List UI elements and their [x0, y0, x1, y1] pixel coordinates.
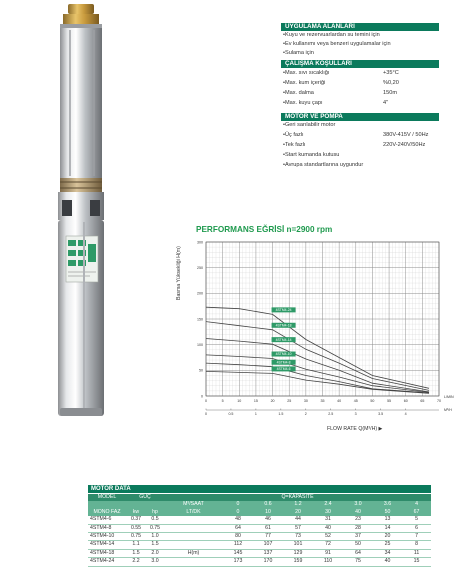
col-hp: hp: [146, 509, 164, 516]
lmin-label: LT/DK: [164, 509, 223, 516]
m3h-value: 0.6: [253, 501, 283, 508]
head-value-cell: 7: [402, 533, 431, 541]
lmin-value: 10: [253, 509, 283, 516]
table-row: [88, 558, 431, 566]
head-value-cell: 34: [373, 549, 402, 557]
x-tick-label: 30: [303, 399, 308, 403]
head-value-cell: 61: [253, 524, 283, 532]
x-tick-label: 15: [253, 399, 258, 403]
x-unit-top: L/MIN: [444, 395, 454, 399]
hp-cell: 2.0: [146, 549, 164, 557]
series-label: 4STM4-10: [275, 352, 292, 357]
y-tick-label: 150: [197, 317, 203, 322]
kw-cell: 0.75: [126, 533, 146, 541]
head-label-cell: H(m): [164, 549, 223, 557]
head-value-cell: 112: [223, 541, 253, 549]
motor-pump-item: •Üç fazlı: [283, 132, 304, 138]
motor-pump-item: •Geri sarılabilir motor: [283, 122, 336, 128]
series-label: 4STM4-8: [276, 360, 291, 365]
lmin-value: 67: [402, 509, 431, 516]
hp-cell: 0.5: [146, 516, 164, 524]
head-value-cell: 159: [283, 558, 313, 566]
series-label: 4STM4-14: [275, 337, 292, 342]
operating-item: •Max. dalma: [283, 90, 314, 96]
operating-item: •Max. kuyu çapı: [283, 100, 323, 106]
head-value-cell: 77: [253, 533, 283, 541]
head-value-cell: 80: [223, 533, 253, 541]
kw-cell: 0.55: [126, 524, 146, 532]
head-value-cell: 37: [343, 533, 373, 541]
head-value-cell: 72: [313, 541, 343, 549]
x-tick-label: 40: [337, 399, 342, 403]
m3h-tick-label: 3: [354, 412, 357, 416]
x-tick-label: 0: [205, 399, 207, 403]
col-kw: kw: [126, 509, 146, 516]
head-value-cell: 6: [402, 524, 431, 532]
motor-pump-value: 220V-240V/50Hz: [383, 142, 426, 148]
operating-item: •Max. sıvı sıcaklığı: [283, 70, 330, 76]
m3h-tick-label: 2: [304, 412, 307, 416]
head-value-cell: 20: [373, 533, 402, 541]
head-value-cell: 173: [223, 558, 253, 566]
head-value-cell: 75: [343, 558, 373, 566]
kw-cell: 1.5: [126, 549, 146, 557]
m3h-tick-label: 2.5: [328, 412, 334, 416]
head-value-cell: 137: [253, 549, 283, 557]
head-value-cell: 25: [373, 541, 402, 549]
head-value-cell: 91: [313, 549, 343, 557]
model-cell: 4STM4-24: [88, 558, 126, 566]
head-value-cell: 46: [253, 516, 283, 524]
head-value-cell: 64: [223, 524, 253, 532]
head-value-cell: 5: [402, 516, 431, 524]
m3h-tick-label: 1.5: [278, 412, 284, 416]
lmin-value: 50: [373, 509, 402, 516]
table-row: [88, 516, 431, 524]
hp-cell: 0.75: [146, 524, 164, 532]
motor-pump-item: •Avrupa standartlarına uygundur: [283, 162, 364, 168]
m3h-tick-label: 4: [404, 412, 407, 416]
head-value-cell: 129: [283, 549, 313, 557]
table-row: [88, 541, 431, 549]
y-tick-label: 300: [197, 240, 203, 245]
head-value-cell: 44: [283, 516, 313, 524]
applications-header: UYGULAMA ALANLARI: [281, 23, 439, 31]
operating-item: •Max. kum içeriği: [283, 80, 326, 86]
lmin-value: 30: [313, 509, 343, 516]
x-tick-label: 55: [387, 399, 392, 403]
head-label-cell: [164, 558, 223, 566]
y-tick-label: 200: [197, 291, 203, 296]
col-model: MODEL: [88, 494, 126, 501]
applications-item: •Sulama için: [283, 50, 314, 56]
operating-value: 4": [383, 100, 389, 106]
performance-chart: [175, 236, 465, 436]
m3h-tick-label: 1: [254, 412, 257, 416]
motor-pump-header: MOTOR VE POMPA: [281, 113, 439, 121]
x-unit-bottom: M³/H: [444, 408, 452, 412]
x-tick-label: 5: [221, 399, 224, 403]
head-value-cell: 107: [253, 541, 283, 549]
col-power: GÜÇ: [126, 494, 164, 501]
head-value-cell: 23: [343, 516, 373, 524]
head-label-cell: [164, 533, 223, 541]
m3h-value: 2.4: [313, 501, 343, 508]
head-value-cell: 31: [313, 516, 343, 524]
kw-cell: 0.37: [126, 516, 146, 524]
head-value-cell: 15: [402, 558, 431, 566]
x-tick-label: 65: [420, 399, 425, 403]
x-tick-label: 35: [320, 399, 325, 403]
head-value-cell: 11: [402, 549, 431, 557]
head-value-cell: 64: [343, 549, 373, 557]
head-value-cell: 40: [373, 558, 402, 566]
kw-cell: 1.1: [126, 541, 146, 549]
m3h-tick-label: 3.5: [378, 412, 384, 416]
operating-value: 150m: [383, 90, 397, 96]
motor-pump-item: •Tek fazlı: [283, 142, 306, 148]
model-cell: 4STM4-8: [88, 524, 126, 532]
m3h-tick-label: 0.5: [228, 412, 234, 416]
head-value-cell: 52: [313, 533, 343, 541]
table-row: [88, 524, 431, 532]
col-capacity: Q=KAPASİTE: [164, 494, 431, 501]
operating-value: +35°C: [383, 70, 399, 76]
head-value-cell: 101: [283, 541, 313, 549]
head-value-cell: 28: [343, 524, 373, 532]
model-cell: 4STM4-6: [88, 516, 126, 524]
series-label: 4STM4-6: [276, 367, 291, 372]
col-mono: MONO FAZ: [88, 509, 126, 516]
y-tick-label: 50: [199, 368, 203, 373]
operating-header: ÇALIŞMA KOŞULLARI: [281, 60, 439, 68]
head-value-cell: 50: [343, 541, 373, 549]
hp-cell: 1.0: [146, 533, 164, 541]
x-axis-label: FLOW RATE Q(M³/H) ▶: [327, 426, 383, 432]
head-value-cell: 40: [313, 524, 343, 532]
model-cell: 4STM4-14: [88, 541, 126, 549]
head-label-cell: [164, 516, 223, 524]
operating-value: %0,20: [383, 80, 399, 86]
model-cell: 4STM4-10: [88, 533, 126, 541]
x-tick-label: 50: [370, 399, 375, 403]
head-value-cell: 145: [223, 549, 253, 557]
series-label: 4STM4-24: [275, 307, 292, 312]
hp-cell: 3.0: [146, 558, 164, 566]
applications-item: •Ev kullanımı veya benzeri uygulamalar için: [283, 41, 391, 47]
lmin-value: 20: [283, 509, 313, 516]
performance-title: PERFORMANS EĞRİSİ n=2900 rpm: [196, 225, 333, 234]
head-value-cell: 48: [223, 516, 253, 524]
head-value-cell: 13: [373, 516, 402, 524]
m3h-value: 0: [223, 501, 253, 508]
m3h-tick-label: 0: [205, 412, 207, 416]
x-tick-label: 45: [353, 399, 358, 403]
x-tick-label: 60: [403, 399, 408, 403]
lmin-value: 0: [223, 509, 253, 516]
head-label-cell: [164, 541, 223, 549]
motor-pump-item: •Start kumanda kutusu: [283, 152, 340, 158]
m3h-value: 1.2: [283, 501, 313, 508]
head-value-cell: 14: [373, 524, 402, 532]
y-axis-label: Basma Yüksekliği H(m): [176, 246, 182, 300]
hp-cell: 1.5: [146, 541, 164, 549]
x-tick-label: 25: [287, 399, 292, 403]
pump-image: [50, 4, 112, 418]
m3h-value: 4: [402, 501, 431, 508]
applications-item: •Kuyu ve rezervuarlardan su temini için: [283, 32, 380, 38]
m3h-value: 3.0: [343, 501, 373, 508]
x-tick-label: 20: [270, 399, 275, 403]
motor-pump-value: 380V-415V / 50Hz: [383, 132, 429, 138]
head-value-cell: 73: [283, 533, 313, 541]
arrow-right-icon: ▶: [378, 426, 383, 432]
kw-cell: 2.2: [126, 558, 146, 566]
motor-data-table: [88, 494, 431, 567]
head-value-cell: 57: [283, 524, 313, 532]
table-row: [88, 533, 431, 541]
motor-data-header: MOTOR DATA: [88, 485, 431, 493]
y-tick-label: 250: [197, 265, 203, 270]
head-label-cell: [164, 524, 223, 532]
y-tick-label: 100: [197, 342, 203, 347]
table-row: [88, 549, 431, 557]
y-tick-label: 0: [201, 394, 203, 399]
x-tick-label: 10: [237, 399, 242, 403]
lmin-value: 40: [343, 509, 373, 516]
x-tick-label: 70: [437, 399, 441, 403]
m3h-label: M³/SAAT: [164, 501, 223, 508]
m3h-value: 3.6: [373, 501, 402, 508]
series-label: 4STM4-18: [275, 323, 292, 328]
head-value-cell: 8: [402, 541, 431, 549]
model-cell: 4STM4-18: [88, 549, 126, 557]
head-value-cell: 110: [313, 558, 343, 566]
head-value-cell: 170: [253, 558, 283, 566]
